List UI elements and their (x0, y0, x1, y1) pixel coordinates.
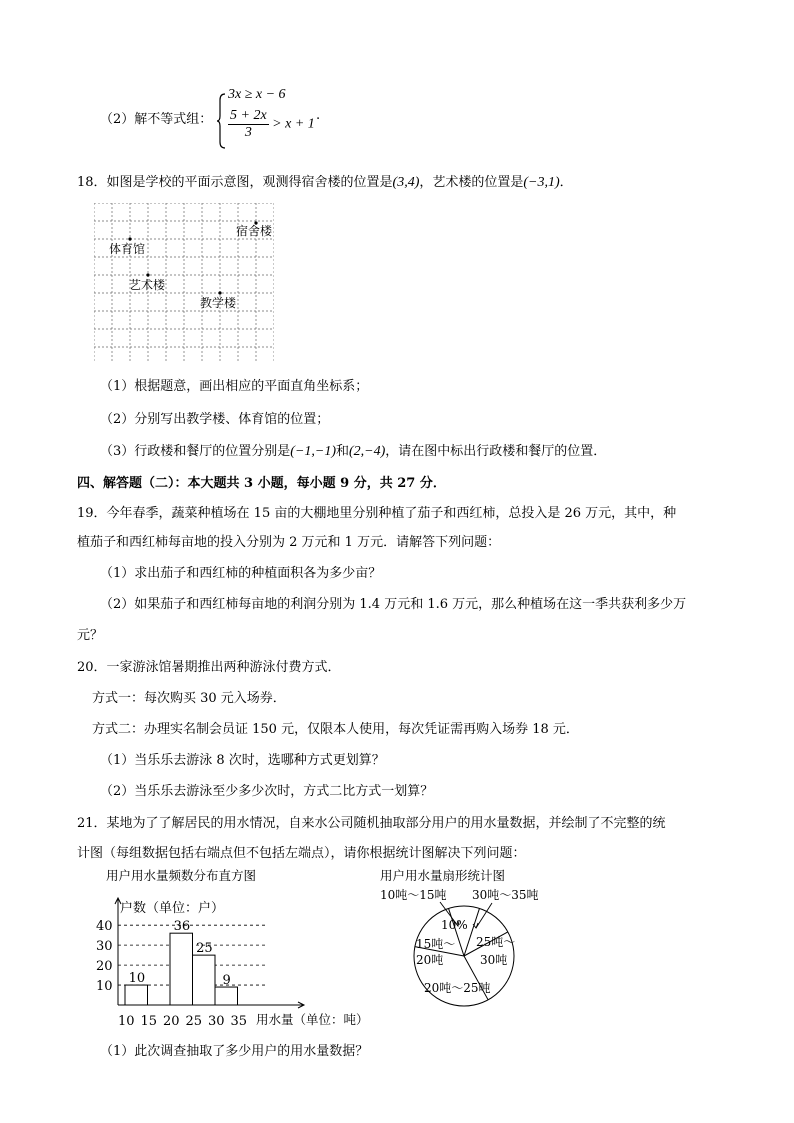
q19-part1: （1）求出茄子和西红柿的种植面积各为多少亩？ (100, 566, 382, 581)
pie-label-15-20-b: 20吨 (416, 953, 444, 967)
histogram-x-tick: 15 (140, 1014, 158, 1029)
q21-line2: 计图（每组数据包括右端点但不包括左端点），请你根据统计图解决下列问题： (77, 846, 526, 861)
pie-label-10-15: 10吨～15吨 (380, 888, 447, 902)
histogram-bar (215, 987, 238, 1005)
pie-label-25-30-a: 25吨～ (476, 935, 516, 949)
pie-label-25-30-b: 30吨 (480, 953, 508, 967)
teach-label: 教学楼 (200, 296, 237, 310)
brace-icon (217, 92, 227, 150)
q19-line1: 19．今年春季，蔬菜种植场在 15 亩的大棚地里分别种植了茄子和西红柿，总投入是 26 万元，其中，种 (77, 506, 677, 521)
pie-title: 用户用水量扇形统计图 (380, 868, 506, 883)
coord-art: (−3,1) (523, 175, 560, 190)
histogram-ylabel: 户数（单位：户） (120, 901, 225, 916)
pie-chart (380, 866, 570, 1016)
histogram-x-tick: 35 (230, 1014, 248, 1029)
q20-part1: （1）当乐乐去游泳 8 次时，选哪种方式更划算？ (100, 753, 385, 768)
ineq-2-rhs: > x + 1 (272, 116, 315, 132)
q18-part2: （2）分别写出教学楼、体育馆的位置； (100, 412, 330, 427)
q17-part2-label: （2）解不等式组： (100, 112, 213, 127)
gym-label: 体育馆 (109, 242, 146, 256)
pie-label-20-25: 20吨～25吨 (424, 981, 491, 995)
histogram-bar-label: 9 (222, 973, 231, 989)
histogram-x-tick: 25 (185, 1014, 203, 1029)
coord-dining: (2,−4) (349, 444, 386, 459)
histogram-bar-label: 10 (128, 971, 146, 987)
q20-part2: （2）当乐乐去游泳至少多少次时，方式二比方式一划算？ (100, 784, 434, 799)
art-dot (146, 273, 149, 276)
fraction (228, 108, 269, 141)
histogram-bar-label: 25 (196, 941, 213, 957)
histogram-x-tick: 30 (208, 1014, 225, 1029)
gym-dot (128, 237, 131, 240)
histogram-x-tick: 20 (163, 1014, 180, 1029)
histogram-chart (88, 866, 388, 1036)
histogram-y-tick: 30 (96, 939, 113, 955)
histogram-y-tick: 10 (96, 979, 113, 995)
q18-stem (77, 171, 573, 191)
histogram-bar (170, 933, 193, 1005)
school-map (94, 203, 274, 363)
coord-admin: (−1,−1) (290, 444, 336, 459)
q18-part3-and: 和 (336, 444, 350, 459)
dorm-label: 宿舍楼 (236, 224, 273, 238)
ineq-2 (228, 108, 315, 141)
fraction-denominator: 3 (244, 125, 252, 140)
histogram-bar (193, 955, 216, 1005)
q18-part3-b: ，请在图中标出行政楼和餐厅的位置． (385, 444, 607, 459)
q19-line2: 植茄子和西红柿每亩地的投入分别为 2 万元和 1 万元．请解答下列问题： (77, 535, 501, 550)
pie-label-15-20-a: 15吨～ (416, 937, 456, 951)
section-heading: 四、解答题（二）：本大题共 3 小题，每小题 9 分，共 27 分． (77, 476, 446, 491)
art-label: 艺术楼 (129, 278, 166, 292)
q20-way1: 方式一：每次购买 30 元入场券． (92, 691, 286, 706)
q18-part3-a: （3）行政楼和餐厅的位置分别是 (100, 444, 291, 459)
q17-end: . (316, 108, 321, 123)
q19-part2-line1: （2）如果茄子和西红柿每亩地的利润分别为 1.4 万元和 1.6 万元，那么种植场在这一季共获利多少万 (100, 597, 687, 612)
histogram-y-tick: 40 (96, 919, 113, 935)
ineq-1: 3x ≥ x − 6 (228, 87, 286, 102)
pie-label-30-35: 30吨～35吨 (472, 888, 539, 902)
q21-part1: （1）此次调查抽取了多少用户的用水量数据？ (100, 1044, 369, 1059)
q19-part2-line2: 元？ (77, 628, 104, 643)
histogram-bar-label: 36 (173, 919, 191, 935)
pie-value-10pct: 10% (441, 918, 468, 932)
q18-stem-b: ，艺术楼的位置是 (419, 175, 524, 190)
q20-line1: 20．一家游泳馆暑期推出两种游泳付费方式． (77, 660, 341, 675)
histogram-xlabel: 用水量（单位：吨） (256, 1012, 369, 1027)
histogram-bar (125, 985, 148, 1005)
q18-stem-a: 18．如图是学校的平面示意图，观测得宿舍楼的位置是 (77, 175, 393, 190)
q18-part1: （1）根据题意，画出相应的平面直角坐标系； (100, 379, 369, 394)
histogram-y-tick: 20 (96, 959, 113, 975)
q20-way2: 方式二：办理实名制会员证 150 元，仅限本人使用，每次凭证需再购入场券 18 元． (92, 722, 579, 737)
fraction-numerator: 5 + 2x (230, 108, 267, 123)
teach-dot (218, 291, 221, 294)
q21-line1: 21．某地为了了解居民的用水情况，自来水公司随机抽取部分用户的用水量数据，并绘制了不完整的统 (77, 816, 666, 831)
histogram-title: 用户用水量频数分布直方图 (106, 868, 257, 883)
q18-stem-c: ． (559, 175, 573, 190)
q18-part3 (100, 440, 606, 460)
coord-dorm: (3,4) (392, 175, 420, 190)
histogram-x-tick: 10 (118, 1014, 135, 1029)
